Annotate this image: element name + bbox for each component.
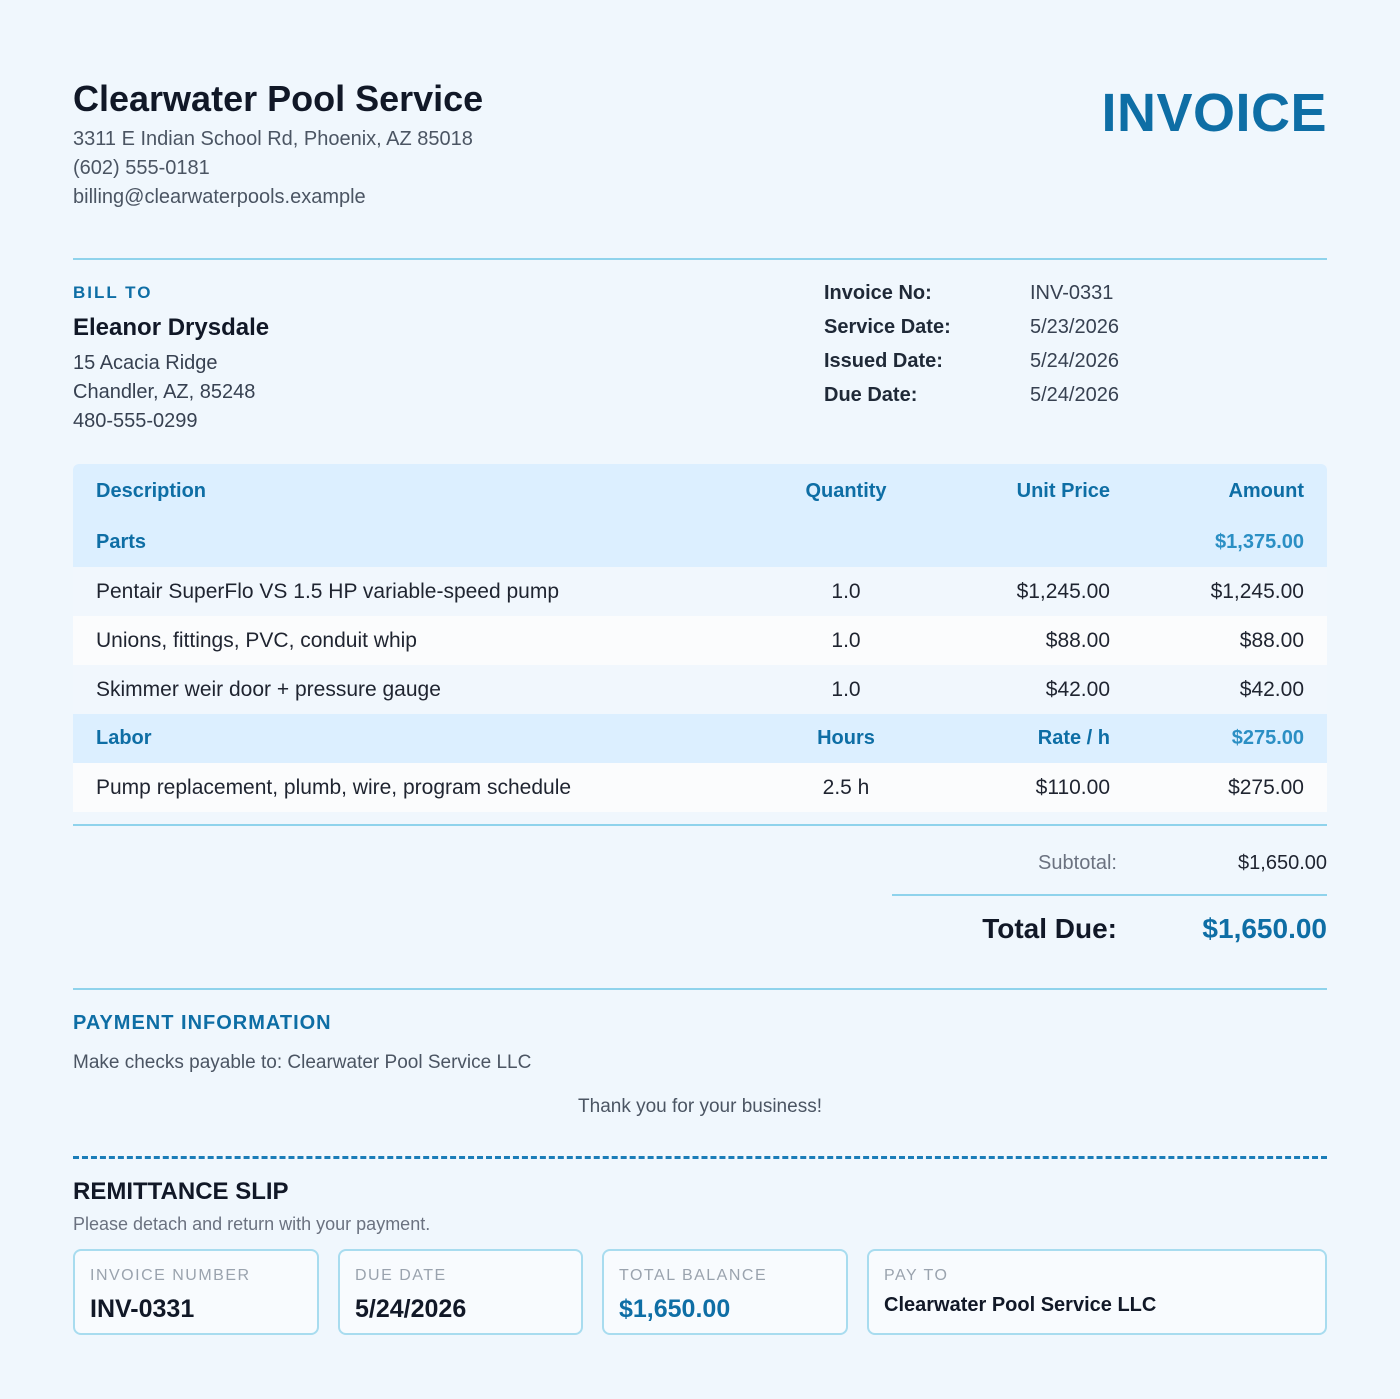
line-items-table [73,464,1327,812]
section-total: $1,375.00 [1215,531,1304,553]
box-value: 5/24/2026 [355,1295,467,1323]
meta-due-date [824,384,1244,412]
client-phone: 480-555-0299 [73,410,198,432]
box-value: Clearwater Pool Service LLC [884,1294,1157,1316]
client-name: Eleanor Drysdale [73,314,270,341]
thank-you-note: Thank you for your business! [578,1096,822,1117]
header-description: Description [96,480,207,502]
meta-label: Issued Date: [824,350,943,372]
box-value: $1,650.00 [619,1295,731,1323]
section-hours-header: Hours [817,727,875,749]
company-address: 3311 E Indian School Rd, Phoenix, AZ 85018 [73,128,473,150]
box-label: INVOICE NUMBER [90,1267,251,1284]
invoice-page [73,0,1327,1399]
detach-line [73,1156,1327,1159]
header-amount: Amount [1228,480,1304,502]
item-amount: $88.00 [1239,629,1304,652]
item-quantity: 1.0 [831,580,861,603]
remit-box-due-date [338,1249,583,1335]
client-city: Chandler, AZ, 85248 [73,381,256,403]
meta-value: 5/23/2026 [1030,316,1119,338]
table-row [73,616,1327,665]
meta-invoice-number [824,282,1244,310]
section-row-parts [73,518,1327,567]
section-rate-header: Rate / h [1037,727,1110,749]
item-unit-price: $88.00 [1045,629,1110,652]
company-name: Clearwater Pool Service [73,78,484,119]
meta-value: INV-0331 [1030,282,1114,304]
item-amount: $275.00 [1228,776,1304,799]
total-due-label: Total Due: [982,913,1117,944]
remit-box-total-balance [602,1249,848,1335]
item-description: Skimmer weir door + pressure gauge [96,678,441,701]
meta-value: 5/24/2026 [1030,384,1119,406]
meta-label: Invoice No: [824,282,932,304]
meta-label: Due Date: [824,384,918,406]
section-row-labor [73,714,1327,763]
company-email[interactable]: billing@clearwaterpools.example [73,186,366,208]
remit-box-invoice-number [73,1249,319,1335]
item-description: Pump replacement, plumb, wire, program schedule [96,776,572,799]
table-row [73,567,1327,616]
box-label: PAY TO [884,1267,949,1284]
meta-label: Service Date: [824,316,951,338]
header-divider [73,258,1327,260]
item-hours: 2.5 h [822,776,870,799]
table-row [73,665,1327,714]
payment-divider [73,988,1327,990]
header-unit-price: Unit Price [1016,480,1110,502]
box-label: DUE DATE [355,1267,447,1284]
payment-instructions: Make checks payable to: Clearwater Pool Service LLC [73,1052,532,1073]
section-total: $275.00 [1231,727,1304,749]
total-due-value: $1,650.00 [1202,913,1327,944]
item-rate: $110.00 [1035,776,1110,799]
item-unit-price: $1,245.00 [1016,580,1110,603]
box-label: TOTAL BALANCE [619,1267,768,1284]
remittance-subtitle: Please detach and return with your payment. [73,1214,431,1234]
section-label: Parts [96,531,147,553]
item-description: Unions, fittings, PVC, conduit whip [96,629,417,652]
client-street: 15 Acacia Ridge [73,352,218,374]
subtotal-label: Subtotal: [1038,852,1117,874]
remittance-heading: REMITTANCE SLIP [73,1178,289,1205]
company-phone: (602) 555-0181 [73,157,210,179]
total-divider [892,894,1327,896]
item-amount: $42.00 [1239,678,1304,701]
item-unit-price: $42.00 [1045,678,1110,701]
meta-value: 5/24/2026 [1030,350,1119,372]
table-row [73,763,1327,812]
bill-to-label: BILL TO [73,283,153,302]
item-quantity: 1.0 [831,678,861,701]
section-label: Labor [96,727,152,749]
meta-service-date [824,316,1244,344]
header-quantity: Quantity [805,480,887,502]
meta-issued-date [824,350,1244,378]
table-divider [73,824,1327,826]
remit-box-pay-to [867,1249,1327,1335]
document-title: INVOICE [1101,83,1327,143]
item-quantity: 1.0 [831,629,861,652]
box-value: INV-0331 [90,1295,195,1323]
item-amount: $1,245.00 [1210,580,1304,603]
subtotal-value: $1,650.00 [1238,852,1327,874]
table-header-row [73,464,1327,518]
item-description: Pentair SuperFlo VS 1.5 HP variable-speed pump [96,580,560,603]
payment-heading: PAYMENT INFORMATION [73,1012,332,1034]
